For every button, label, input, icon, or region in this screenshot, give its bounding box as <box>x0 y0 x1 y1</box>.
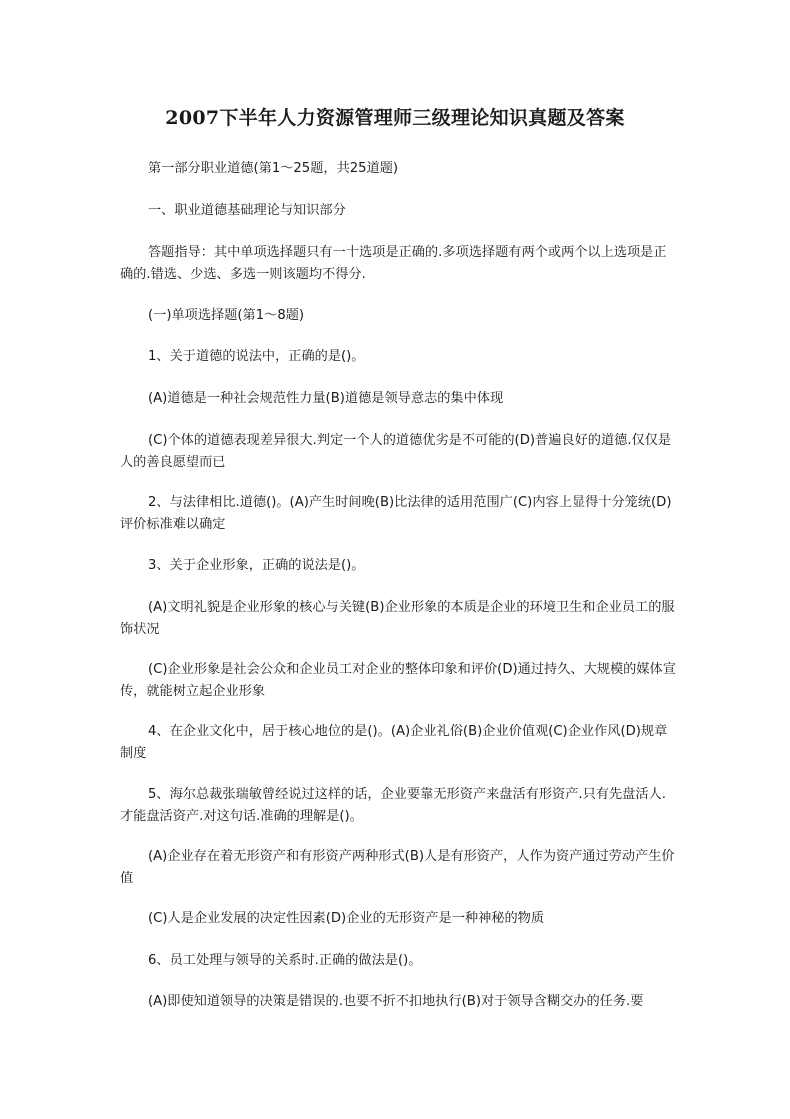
question-5-options-cd: (C)人是企业发展的决定性因素(D)企业的无形资产是一种神秘的物质 <box>148 911 545 926</box>
question-2: 2、与法律相比.道德()。(A)产生时间晚(B)比法律的适用范围广(C)内容上显得十分笼统(D)评价标准难以确定 <box>120 495 672 532</box>
answer-instructions: 答题指导：其中单项选择题只有一十选项是正确的.多项选择题有两个或两个以上选项是正确的.错选、少选、多选一则该题均不得分. <box>120 245 667 282</box>
question-group-heading: (一)单项选择题(第1～8题) <box>148 308 305 323</box>
document-title: 2007下半年人力资源管理师三级理论知识真题及答案 <box>165 107 625 129</box>
question-6-options-ab: (A)即使知道领导的决策是错误的.也要不折不扣地执行(B)对于领导含糊交办的任务.要 <box>148 994 644 1009</box>
question-3: 3、关于企业形象，正确的说法是()。 <box>148 558 365 573</box>
question-5: 5、海尔总裁张瑞敏曾经说过这样的话，企业要靠无形资产来盘活有形资产.只有先盘活人.才能盘活资产.对这句话.准确的理解是()。 <box>120 787 666 824</box>
question-3-options-ab: (A)文明礼貌是企业形象的核心与关键(B)企业形象的本质是企业的环境卫生和企业员工的服饰状况 <box>120 600 675 637</box>
question-1-options-cd: (C)个体的道德表现差异很大.判定一个人的道德优劣是不可能的(D)普遍良好的道德.仅仅是人的善良愿望而已 <box>120 433 672 470</box>
section-heading: 第一部分职业道德(第1～25题，共25道题) <box>148 161 399 176</box>
question-1-options-ab: (A)道德是一种社会规范性力量(B)道德是领导意志的集中体现 <box>148 391 504 406</box>
question-3-options-cd: (C)企业形象是社会公众和企业员工对企业的整体印象和评价(D)通过持久、大规模的媒体宣传，就能树立起企业形象 <box>120 662 676 699</box>
subsection-heading: 一、职业道德基础理论与知识部分 <box>148 203 346 218</box>
question-6: 6、员工处理与领导的关系时.正确的做法是()。 <box>148 953 422 968</box>
question-4: 4、在企业文化中，居于核心地位的是()。(A)企业礼俗(B)企业价值观(C)企业作风(D)规章制度 <box>120 724 668 761</box>
question-1: 1、关于道德的说法中，正确的是()。 <box>148 349 365 364</box>
question-5-options-ab: (A)企业存在着无形资产和有形资产两种形式(B)人是有形资产，人作为资产通过劳动产生价值 <box>120 849 675 886</box>
